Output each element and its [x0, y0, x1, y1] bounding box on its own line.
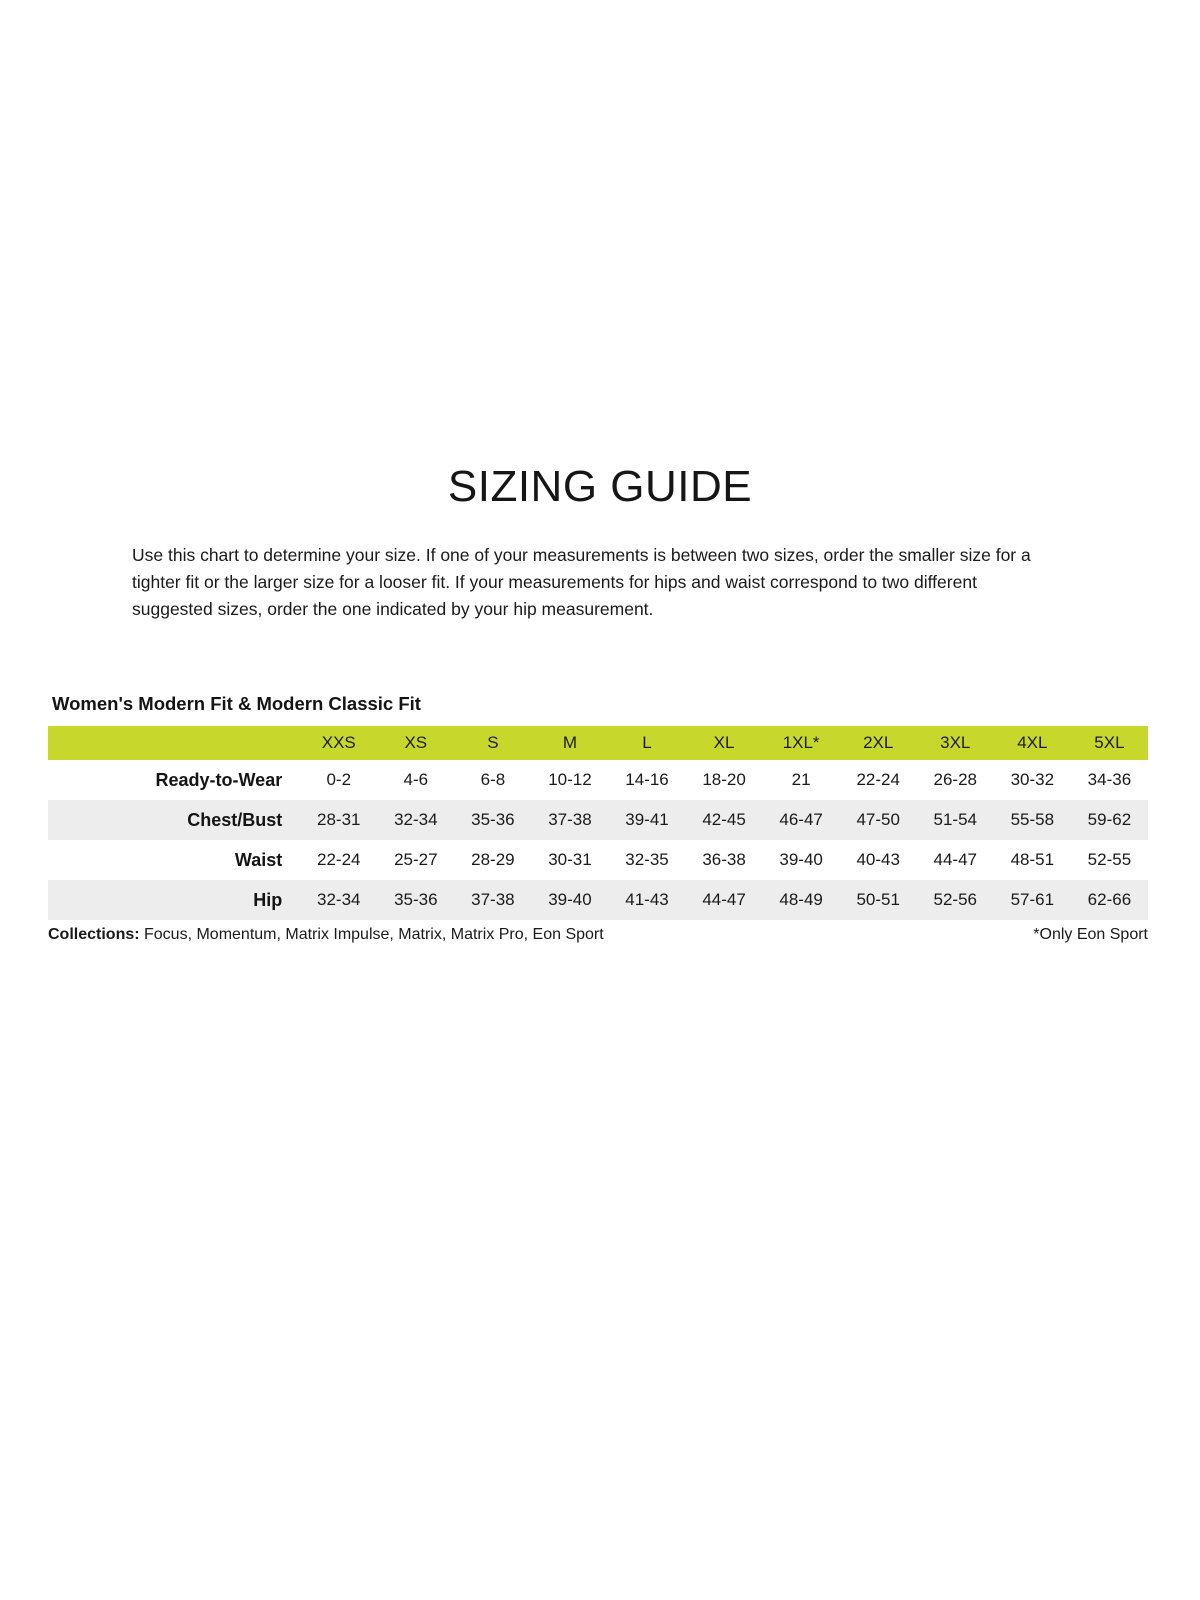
column-header-xl: XL: [686, 726, 763, 760]
cell: 52-55: [1071, 840, 1148, 880]
column-header-m: M: [531, 726, 608, 760]
table-row: [48, 760, 1148, 800]
row-label-hip: Hip: [48, 880, 300, 920]
column-header-2xl: 2XL: [840, 726, 917, 760]
cell: 28-31: [300, 800, 377, 840]
row-label-chest-bust: Chest/Bust: [48, 800, 300, 840]
sizing-table: [48, 726, 1148, 920]
cell: 51-54: [917, 800, 994, 840]
cell: 37-38: [531, 800, 608, 840]
cell: 21: [763, 760, 840, 800]
cell: 62-66: [1071, 880, 1148, 920]
column-header-xxs: XXS: [300, 726, 377, 760]
cell: 26-28: [917, 760, 994, 800]
collections-footnote: [48, 926, 604, 944]
row-label-ready-to-wear: Ready-to-Wear: [48, 760, 300, 800]
column-header-blank: [48, 726, 300, 760]
row-label-waist: Waist: [48, 840, 300, 880]
cell: 52-56: [917, 880, 994, 920]
cell: 4-6: [377, 760, 454, 800]
cell: 32-35: [608, 840, 685, 880]
table-row: [48, 880, 1148, 920]
cell: 44-47: [686, 880, 763, 920]
cell: 50-51: [840, 880, 917, 920]
cell: 39-41: [608, 800, 685, 840]
cell: 44-47: [917, 840, 994, 880]
cell: 32-34: [300, 880, 377, 920]
cell: 22-24: [840, 760, 917, 800]
cell: 39-40: [531, 880, 608, 920]
cell: 42-45: [686, 800, 763, 840]
column-header-xs: XS: [377, 726, 454, 760]
column-header-l: L: [608, 726, 685, 760]
section-title: Women's Modern Fit & Modern Classic Fit: [52, 693, 421, 714]
cell: 46-47: [763, 800, 840, 840]
cell: 14-16: [608, 760, 685, 800]
page-title: SIZING GUIDE: [447, 462, 753, 511]
table-header: [48, 726, 1148, 760]
intro-paragraph: Use this chart to determine your size. If one of your measurements is between two sizes, order the smaller size for a tighter fit or the larger size for a looser fit. If your measurements for hips and waist correspond to two different suggested sizes, order the one indicated by your hip measurement.: [132, 545, 1031, 619]
cell: 30-31: [531, 840, 608, 880]
table-header-row: [48, 726, 1148, 760]
cell: 22-24: [300, 840, 377, 880]
cell: 34-36: [1071, 760, 1148, 800]
cell: 37-38: [454, 880, 531, 920]
cell: 55-58: [994, 800, 1071, 840]
column-header-3xl: 3XL: [917, 726, 994, 760]
cell: 25-27: [377, 840, 454, 880]
cell: 48-51: [994, 840, 1071, 880]
column-header-5xl: 5XL: [1071, 726, 1148, 760]
cell: 10-12: [531, 760, 608, 800]
collections-label: Collections:: [48, 926, 140, 943]
cell: 36-38: [686, 840, 763, 880]
table-body: [48, 760, 1148, 920]
cell: 47-50: [840, 800, 917, 840]
cell: 28-29: [454, 840, 531, 880]
cell: 41-43: [608, 880, 685, 920]
cell: 57-61: [994, 880, 1071, 920]
cell: 39-40: [763, 840, 840, 880]
only-eon-sport-note: *Only Eon Sport: [1033, 926, 1148, 943]
cell: 35-36: [454, 800, 531, 840]
column-header-s: S: [454, 726, 531, 760]
column-header-1xl: 1XL*: [763, 726, 840, 760]
cell: 40-43: [840, 840, 917, 880]
cell: 32-34: [377, 800, 454, 840]
cell: 6-8: [454, 760, 531, 800]
table-row: [48, 800, 1148, 840]
column-header-4xl: 4XL: [994, 726, 1071, 760]
cell: 59-62: [1071, 800, 1148, 840]
collections-list: Focus, Momentum, Matrix Impulse, Matrix, Matrix Pro, Eon Sport: [139, 926, 604, 943]
cell: 18-20: [686, 760, 763, 800]
cell: 48-49: [763, 880, 840, 920]
table-row: [48, 840, 1148, 880]
cell: 30-32: [994, 760, 1071, 800]
cell: 0-2: [300, 760, 377, 800]
cell: 35-36: [377, 880, 454, 920]
footnote-row: [48, 926, 1148, 944]
